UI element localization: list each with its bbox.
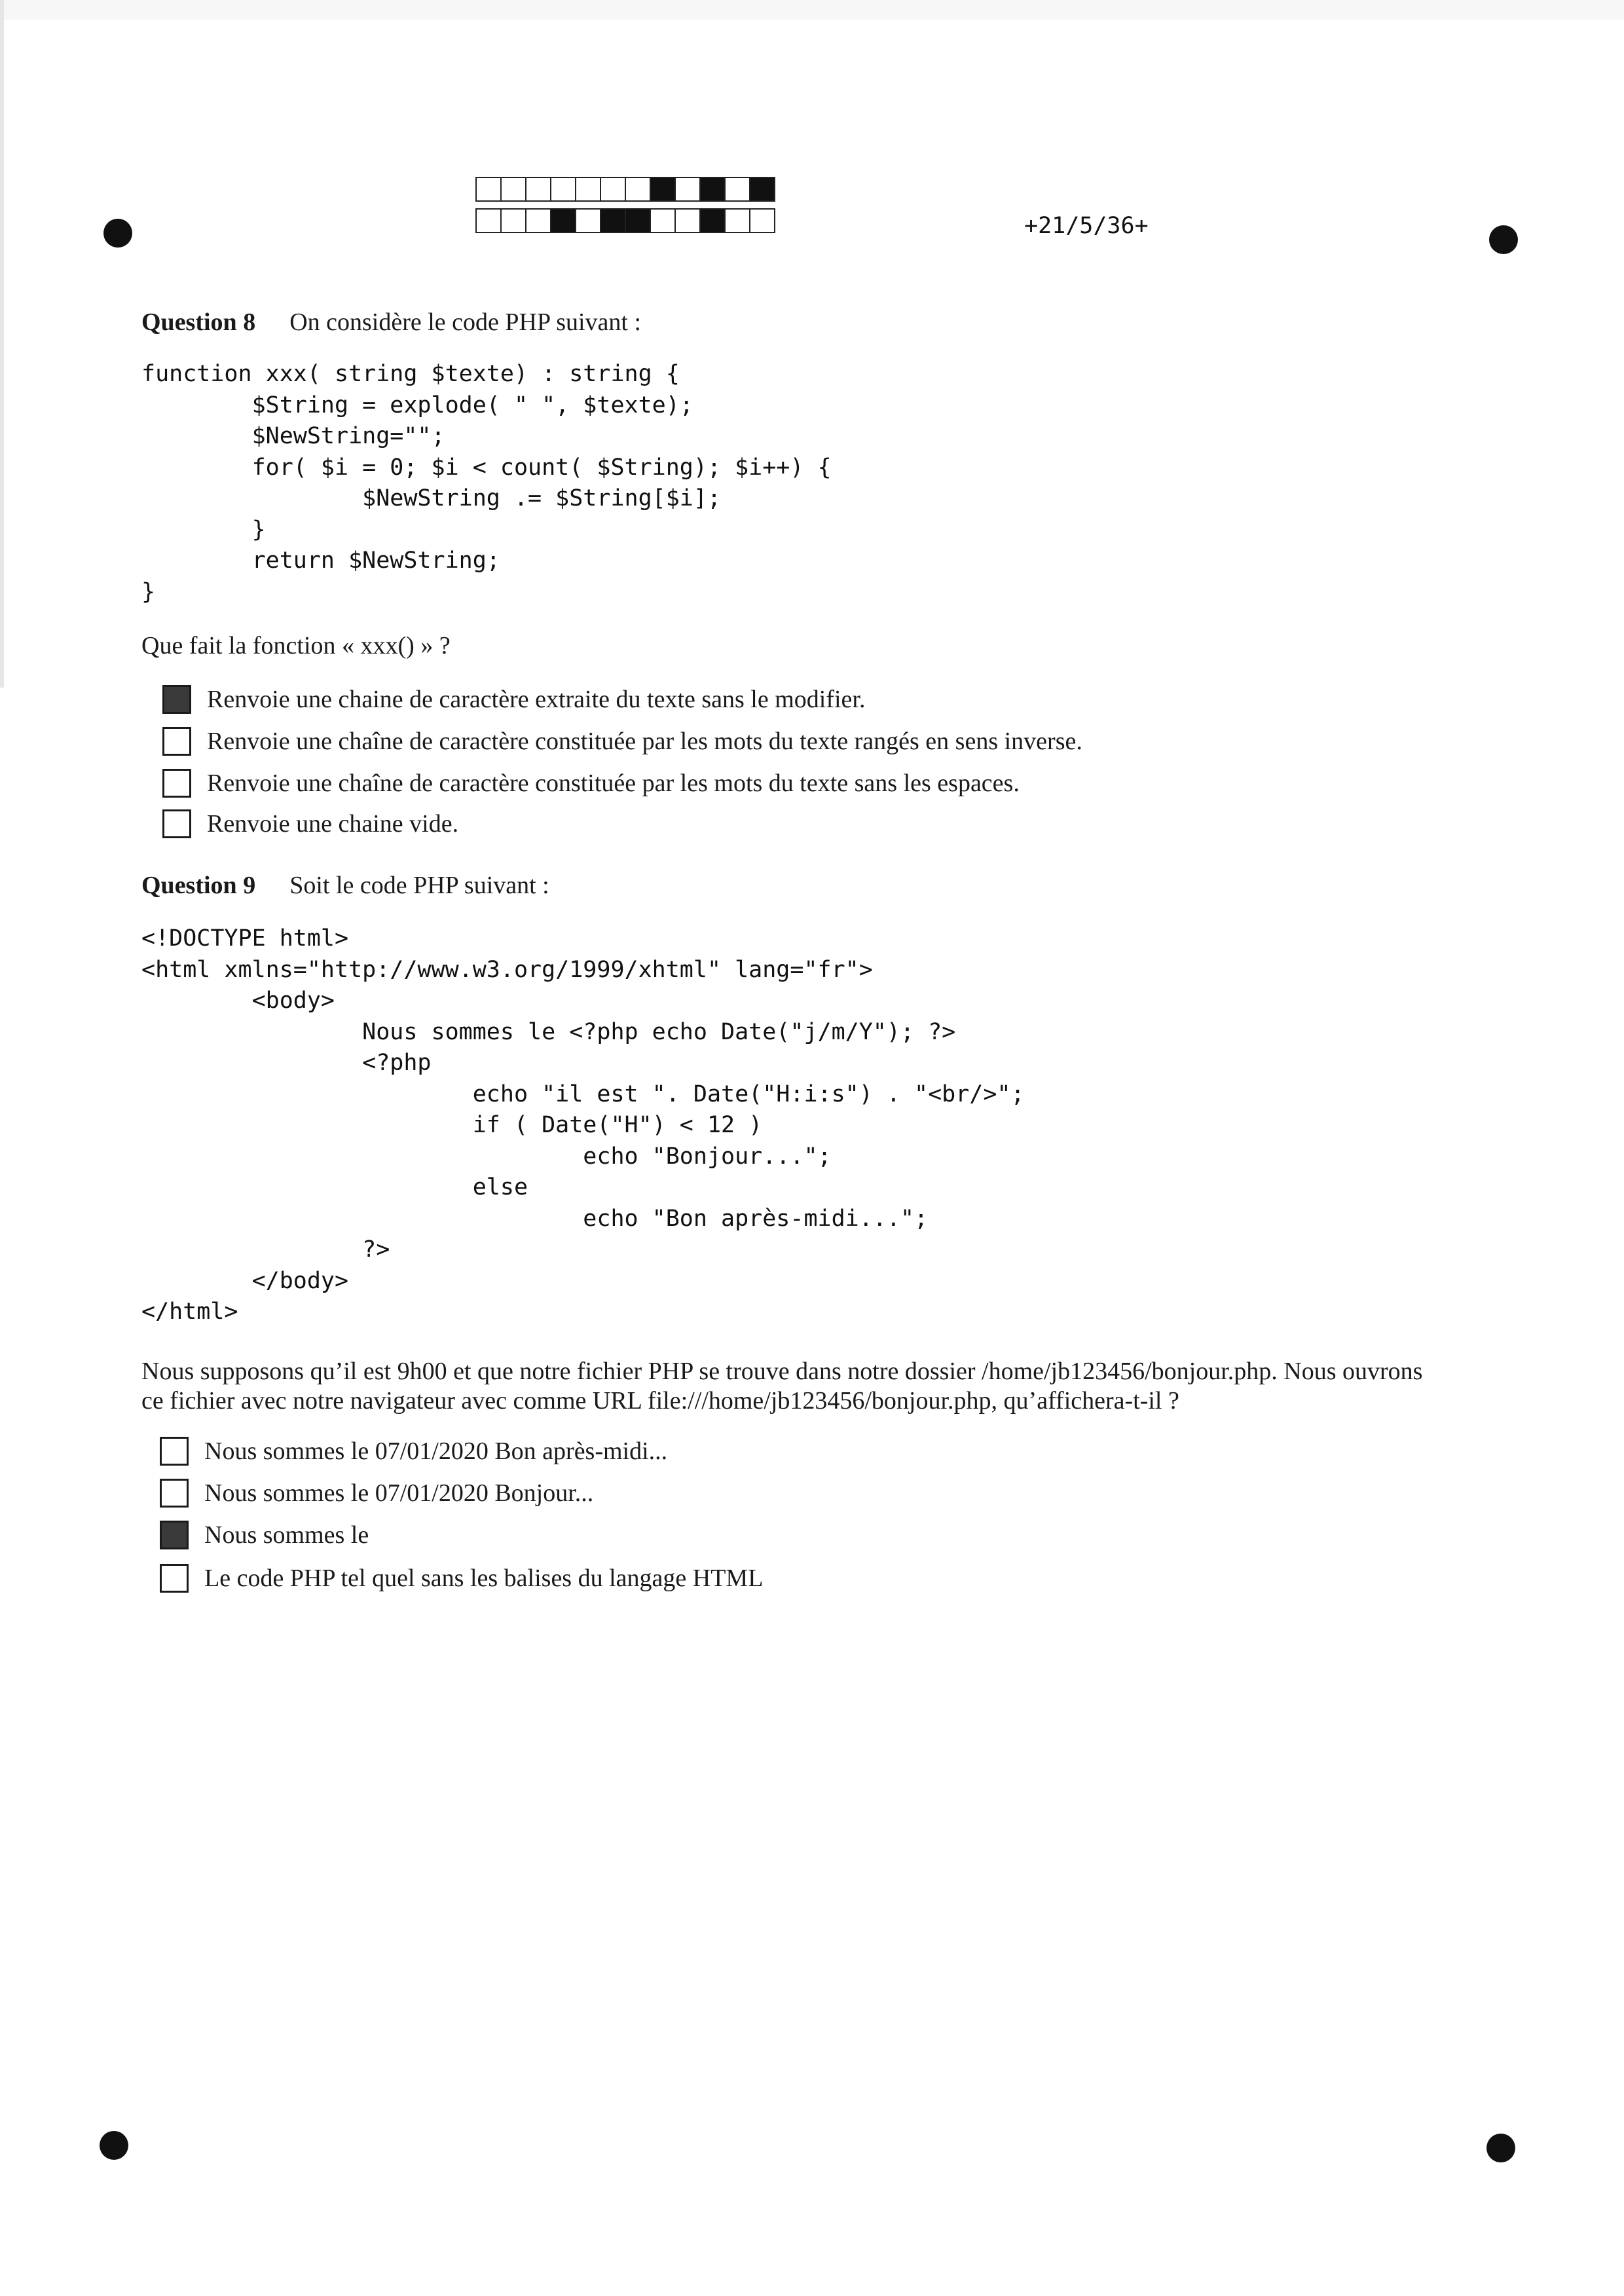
corner-mark-top-left — [103, 219, 132, 248]
answer-checkbox[interactable] — [160, 1564, 189, 1593]
option-label: Renvoie une chaîne de caractère constituée par les mots du texte rangés en sens inverse. — [207, 728, 1082, 755]
corner-mark-bottom-right — [1486, 2134, 1515, 2162]
grid-cell-empty — [749, 208, 775, 233]
grid-cell-empty — [550, 177, 576, 202]
option-label: Le code PHP tel quel sans les balises du langage HTML — [204, 1565, 764, 1592]
answer-checkbox[interactable] — [162, 809, 191, 838]
grid-cell-filled — [600, 208, 626, 233]
question-9-prompt: Nous supposons qu’il est 9h00 et que notre fichier PHP se trouve dans notre dossier /home/jb123456/bonjour.php. Nous ouvrons ce fichier avec notre navigateur avec comme URL file:///home/jb123456/bonjour.php, qu’affichera-t-il ? — [141, 1358, 1423, 1415]
option-label: Nous sommes le 07/01/2020 Bonjour... — [204, 1479, 594, 1507]
question-9-heading — [141, 871, 549, 900]
answer-checkbox[interactable] — [162, 685, 191, 714]
grid-cell-filled — [699, 177, 726, 202]
question-8-heading — [141, 308, 641, 337]
grid-cell-empty — [525, 177, 551, 202]
grid-cell-filled — [699, 208, 726, 233]
question-9-code: <!DOCTYPE html> <html xmlns="http://www.w3.org/1999/xhtml" lang="fr"> <body> Nous sommes le <?php echo Date("j/m/Y"); ?> <?php echo "il est ". Date("H:i:s") . "<br/>"; if ( Date("H") < 12 ) echo "Bonjour..."; else echo "Bon après-midi..."; ?> </body> </html> — [141, 925, 1025, 1325]
question-8-intro: On considère le code PHP suivant : — [289, 308, 642, 336]
grid-cell-filled — [749, 177, 775, 202]
scan-left-edge — [0, 0, 4, 688]
grid-cell-filled — [625, 208, 651, 233]
option-label: Nous sommes le 07/01/2020 Bon après-midi... — [204, 1437, 668, 1465]
grid-cell-empty — [475, 177, 502, 202]
question-8-label: Question 8 — [141, 308, 256, 336]
question-8-option-2[interactable] — [162, 727, 1082, 756]
question-8-option-4[interactable] — [162, 809, 458, 838]
grid-cell-empty — [674, 208, 701, 233]
grid-cell-empty — [625, 177, 651, 202]
grid-cell-empty — [600, 177, 626, 202]
copy-id-grid-row-1 — [477, 177, 775, 202]
grid-cell-empty — [500, 208, 526, 233]
grid-cell-empty — [525, 208, 551, 233]
question-9-option-2[interactable] — [160, 1479, 593, 1508]
grid-cell-empty — [500, 177, 526, 202]
grid-cell-empty — [724, 177, 750, 202]
corner-mark-bottom-left — [100, 2131, 128, 2160]
question-9-intro: Soit le code PHP suivant : — [289, 872, 549, 899]
answer-checkbox[interactable] — [160, 1521, 189, 1549]
question-9-option-1[interactable] — [160, 1437, 667, 1466]
grid-cell-empty — [674, 177, 701, 202]
grid-cell-empty — [724, 208, 750, 233]
answer-checkbox[interactable] — [162, 769, 191, 798]
answer-checkbox[interactable] — [162, 727, 191, 756]
option-label: Renvoie une chaine de caractère extraite du texte sans le modifier. — [207, 686, 866, 713]
question-9-label: Question 9 — [141, 872, 256, 899]
answer-checkbox[interactable] — [160, 1437, 189, 1466]
option-label: Nous sommes le — [204, 1521, 369, 1549]
answer-checkbox[interactable] — [160, 1479, 189, 1508]
copy-id-grid-row-2 — [477, 208, 775, 233]
corner-mark-top-right — [1489, 225, 1518, 254]
grid-cell-filled — [650, 177, 676, 202]
question-8-option-3[interactable] — [162, 769, 1020, 798]
copy-code: +21/5/36+ — [1024, 213, 1149, 239]
question-8-code: function xxx( string $texte) : string { $String = explode( " ", $texte); $NewString=""; for( $i = 0; $i < count( $String); $i++) { $NewString .= $String[$i]; } return $NewString; } — [141, 361, 832, 605]
option-label: Renvoie une chaîne de caractère constituée par les mots du texte sans les espaces. — [207, 769, 1020, 797]
grid-cell-empty — [475, 208, 502, 233]
question-8-prompt: Que fait la fonction « xxx() » ? — [141, 632, 451, 659]
scan-top-shade — [0, 0, 1624, 20]
question-9-option-3[interactable] — [160, 1521, 369, 1549]
question-8-option-1[interactable] — [162, 685, 865, 714]
grid-cell-empty — [575, 177, 601, 202]
grid-cell-empty — [575, 208, 601, 233]
grid-cell-empty — [650, 208, 676, 233]
grid-cell-filled — [550, 208, 576, 233]
question-9-option-4[interactable] — [160, 1564, 763, 1593]
option-label: Renvoie une chaine vide. — [207, 810, 459, 838]
